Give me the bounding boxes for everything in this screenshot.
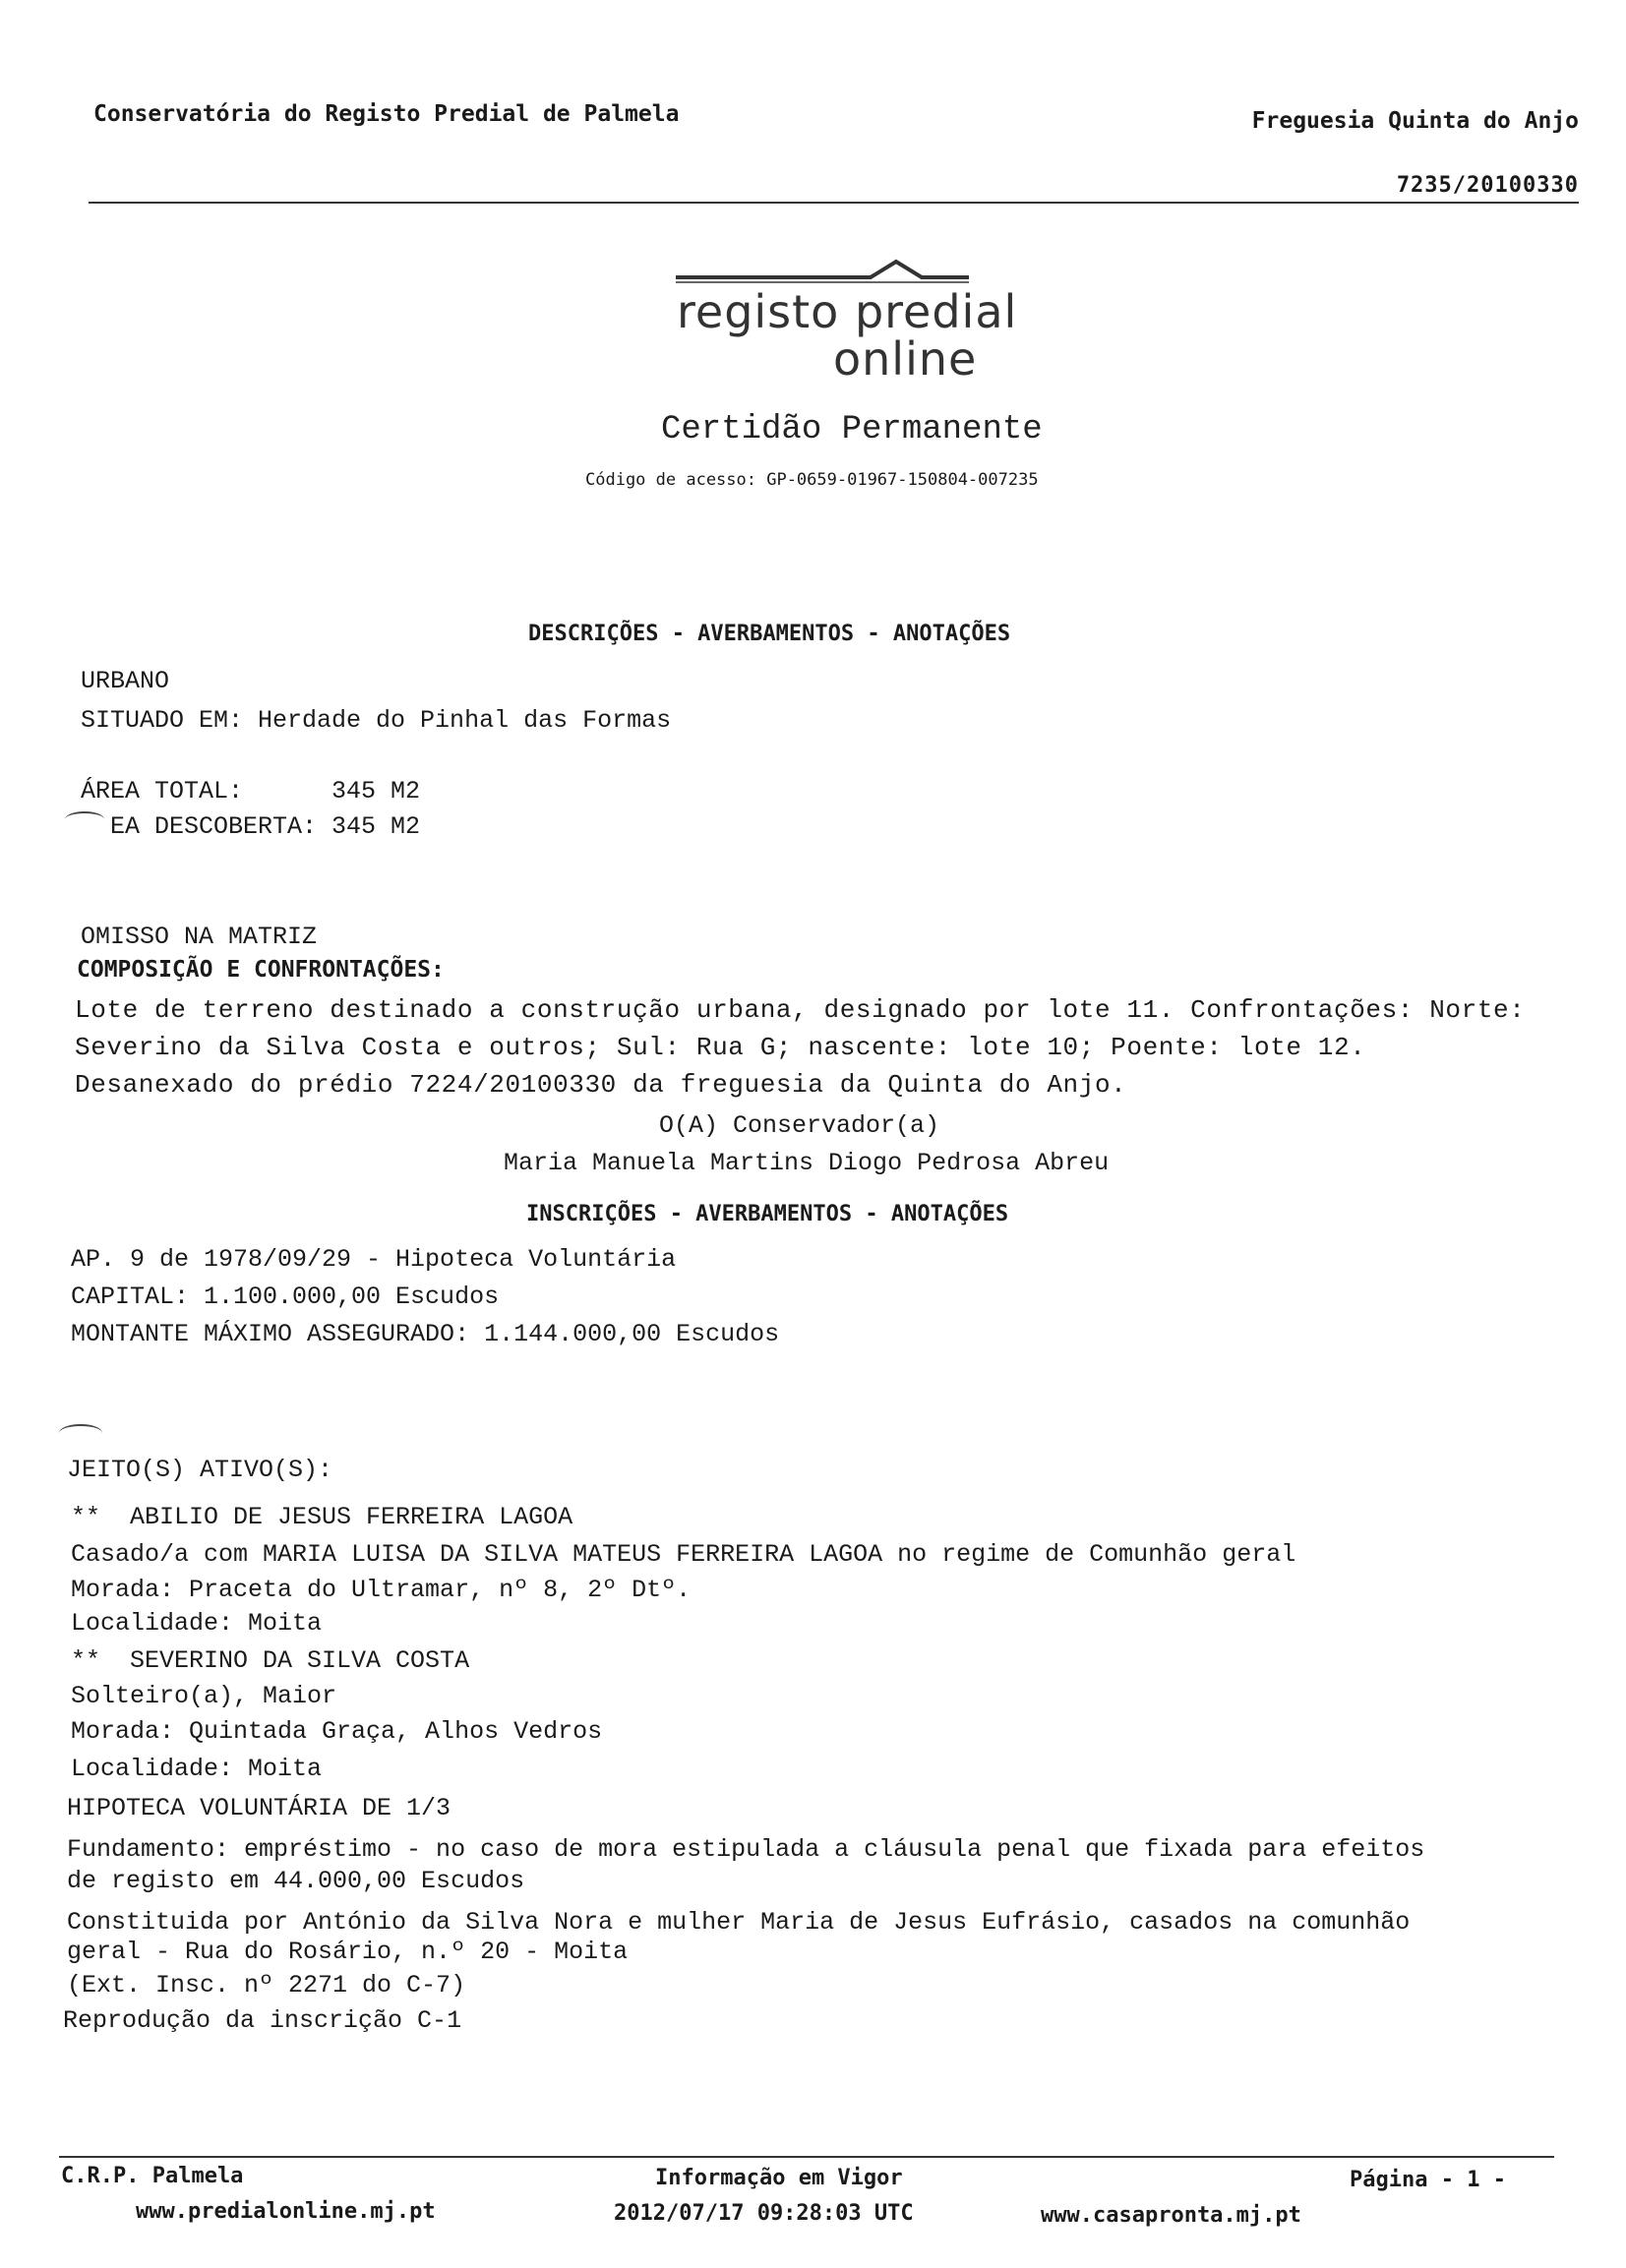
footer-site-predialonline[interactable]: www.predialonline.mj.pt xyxy=(136,2199,436,2224)
subject-1-locality: Localidade: Moita xyxy=(71,1609,323,1638)
active-subjects-label: JEITO(S) ATIVO(S): xyxy=(67,1456,333,1484)
subject-2-locality: Localidade: Moita xyxy=(71,1755,323,1783)
footer-info-label: Informação em Vigor xyxy=(655,2166,903,2190)
extract-reference: (Ext. Insc. nº 2271 do C-7) xyxy=(67,1971,466,1999)
registrar-name: Maria Manuela Martins Diogo Pedrosa Abreu xyxy=(504,1149,1110,1177)
subject-2-status: Solteiro(a), Maior xyxy=(71,1682,337,1710)
office-name: Conservatória do Registo Predial de Palmela xyxy=(93,101,680,127)
scan-mark xyxy=(65,811,104,827)
header-divider xyxy=(89,202,1579,204)
property-number: 7235/20100330 xyxy=(1396,173,1579,198)
ap-entry: AP. 9 de 1978/09/29 - Hipoteca Voluntária xyxy=(71,1245,677,1274)
access-code: Código de acesso: GP-0659-01967-150804-007235 xyxy=(585,470,1039,490)
composition-line-1: Lote de terreno destinado a construção urbana, designado por lote 11. Confrontações: Norte: xyxy=(75,995,1526,1025)
logo-text-online: online xyxy=(833,332,978,386)
footer-page-number: Página - 1 - xyxy=(1350,2168,1506,2192)
scan-mark xyxy=(59,1424,102,1442)
footer-divider xyxy=(59,2156,1554,2158)
footer-office: C.R.P. Palmela xyxy=(61,2164,244,2188)
basis-line-2: de registo em 44.000,00 Escudos xyxy=(67,1867,525,1895)
property-type: URBANO xyxy=(81,667,170,695)
footer-site-casapronta[interactable]: www.casapronta.mj.pt xyxy=(1041,2203,1301,2228)
constituted-line-2: geral - Rua do Rosário, n.º 20 - Moita xyxy=(67,1938,629,1966)
subject-1-address: Morada: Praceta do Ultramar, nº 8, 2º Dtº. xyxy=(71,1576,692,1604)
area-uncovered: EA DESCOBERTA: 345 M2 xyxy=(110,812,421,841)
subject-1-status: Casado/a com MARIA LUISA DA SILVA MATEUS FERREIRA LAGOA no regime de Comunhão geral xyxy=(71,1540,1296,1569)
composition-heading: COMPOSIÇÃO E CONFRONTAÇÕES: xyxy=(77,957,445,983)
composition-line-2: Severino da Silva Costa e outros; Sul: Rua G; nascente: lote 10; Poente: lote 12. xyxy=(75,1033,1366,1062)
logo-text-registo-predial: registo predial xyxy=(677,285,1018,338)
subject-1-name: ** ABILIO DE JESUS FERREIRA LAGOA xyxy=(71,1503,573,1531)
max-amount-entry: MONTANTE MÁXIMO ASSEGURADO: 1.144.000,00 Escudos xyxy=(71,1320,780,1348)
descriptions-heading: DESCRIÇÕES - AVERBAMENTOS - ANOTAÇÕES xyxy=(528,622,1011,646)
inscriptions-heading: INSCRIÇÕES - AVERBAMENTOS - ANOTAÇÕES xyxy=(526,1202,1009,1226)
capital-entry: CAPITAL: 1.100.000,00 Escudos xyxy=(71,1283,500,1311)
constituted-line-1: Constituida por António da Silva Nora e mulher Maria de Jesus Eufrásio, casados na comunhão xyxy=(67,1908,1411,1937)
certificate-title: Certidão Permanente xyxy=(661,411,1043,448)
parish-name: Freguesia Quinta do Anjo xyxy=(1251,108,1579,134)
subject-2-name: ** SEVERINO DA SILVA COSTA xyxy=(71,1646,470,1675)
matrix-note: OMISSO NA MATRIZ xyxy=(81,923,318,951)
subject-2-address: Morada: Quintada Graça, Alhos Vedros xyxy=(71,1717,603,1746)
mortgage-share: HIPOTECA VOLUNTÁRIA DE 1/3 xyxy=(67,1794,452,1822)
composition-line-3: Desanexado do prédio 7224/20100330 da freguesia da Quinta do Anjo. xyxy=(75,1070,1127,1100)
area-total: ÁREA TOTAL: 345 M2 xyxy=(81,777,421,806)
basis-line-1: Fundamento: empréstimo - no caso de mora estipulada a cláusula penal que fixada para efeitos xyxy=(67,1835,1425,1864)
property-location: SITUADO EM: Herdade do Pinhal das Formas xyxy=(81,706,672,735)
reproduction-note: Reprodução da inscrição C-1 xyxy=(63,2006,462,2035)
registrar-label: O(A) Conservador(a) xyxy=(659,1111,940,1140)
footer-timestamp: 2012/07/17 09:28:03 UTC xyxy=(614,2201,914,2226)
